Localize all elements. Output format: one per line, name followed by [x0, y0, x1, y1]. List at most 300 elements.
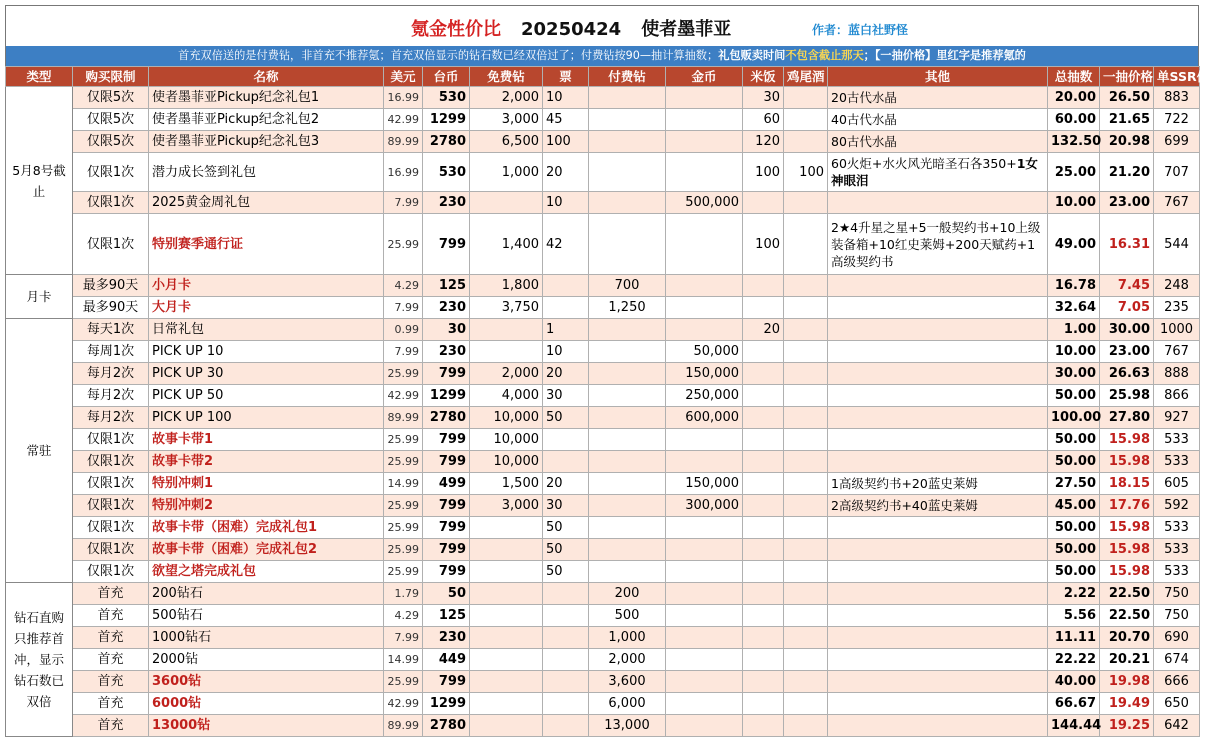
- spreadsheet: [5, 5, 1209, 737]
- name-cell: 小月卡: [149, 275, 384, 297]
- other-text: 2★4升星之星+5一般契约书+10上级装备箱+10红史莱姆+200天赋药+1高级契约书: [831, 219, 1041, 269]
- cocktail-cell: [784, 109, 828, 131]
- rice-cell: [743, 715, 784, 737]
- twd-cell: 30: [423, 319, 470, 341]
- gold-cell: [666, 275, 743, 297]
- table-row: [6, 407, 1200, 429]
- total-pulls-cell: 50.00: [1048, 517, 1100, 539]
- cocktail-cell: [784, 495, 828, 517]
- twd-cell: 449: [423, 649, 470, 671]
- free-diamond-cell: [470, 671, 543, 693]
- other-cell: [828, 407, 1048, 429]
- paid-diamond-cell: [589, 429, 666, 451]
- usd-cell: 42.99: [384, 385, 423, 407]
- ssr-price-cell: 642: [1154, 715, 1200, 737]
- total-pulls-cell: 40.00: [1048, 671, 1100, 693]
- cocktail-cell: [784, 131, 828, 153]
- price-per-pull-cell: 15.98: [1100, 517, 1154, 539]
- ssr-price-cell: 883: [1154, 87, 1200, 109]
- other-cell: [828, 451, 1048, 473]
- rice-cell: 100: [743, 214, 784, 275]
- limit-cell: 首充: [73, 715, 149, 737]
- paid-diamond-cell: [589, 473, 666, 495]
- cocktail-cell: 100: [784, 153, 828, 192]
- name-cell: 200钻石: [149, 583, 384, 605]
- category-cell: 钻石直购只推荐首冲，显示钻石数已双倍: [6, 583, 73, 737]
- paid-diamond-cell: [589, 319, 666, 341]
- gold-cell: [666, 297, 743, 319]
- twd-cell: 799: [423, 539, 470, 561]
- name-cell: 3600钻: [149, 671, 384, 693]
- ssr-price-cell: 533: [1154, 451, 1200, 473]
- ssr-price-cell: 722: [1154, 109, 1200, 131]
- gold-cell: [666, 131, 743, 153]
- price-per-pull-cell: 21.20: [1100, 153, 1154, 192]
- rice-cell: [743, 192, 784, 214]
- cocktail-cell: [784, 385, 828, 407]
- column-header-gold: 金币: [666, 67, 743, 87]
- ticket-cell: 1: [543, 319, 589, 341]
- cocktail-cell: [784, 192, 828, 214]
- price-per-pull-cell: 19.98: [1100, 671, 1154, 693]
- free-diamond-cell: [470, 583, 543, 605]
- limit-cell: 仅限1次: [73, 561, 149, 583]
- ticket-cell: 10: [543, 341, 589, 363]
- paid-diamond-cell: [589, 153, 666, 192]
- total-pulls-cell: 50.00: [1048, 539, 1100, 561]
- table-row: [6, 275, 1200, 297]
- twd-cell: 799: [423, 429, 470, 451]
- column-header-limit: 购买限制: [73, 67, 149, 87]
- cocktail-cell: [784, 605, 828, 627]
- other-cell: [828, 429, 1048, 451]
- free-diamond-cell: [470, 605, 543, 627]
- ssr-price-cell: 750: [1154, 583, 1200, 605]
- paid-diamond-cell: [589, 561, 666, 583]
- free-diamond-cell: 10,000: [470, 407, 543, 429]
- cocktail-cell: [784, 517, 828, 539]
- usd-cell: 25.99: [384, 517, 423, 539]
- cocktail-cell: [784, 715, 828, 737]
- twd-cell: 799: [423, 517, 470, 539]
- note-text-1: 首充双倍送的是付费钻，非首充不推荐氪；首充双倍显示的钻石数已经双倍过了；付费钻按90—抽计算抽数；: [178, 49, 719, 62]
- free-diamond-cell: [470, 341, 543, 363]
- title-character: 使者墨菲亚: [641, 19, 732, 40]
- cocktail-cell: [784, 407, 828, 429]
- name-cell: 故事卡带（困难）完成礼包2: [149, 539, 384, 561]
- paid-diamond-cell: [589, 385, 666, 407]
- usd-cell: 14.99: [384, 473, 423, 495]
- paid-diamond-cell: 500: [589, 605, 666, 627]
- ticket-cell: 42: [543, 214, 589, 275]
- twd-cell: 230: [423, 192, 470, 214]
- rice-cell: [743, 627, 784, 649]
- rice-cell: [743, 495, 784, 517]
- column-header-other: 其他: [828, 67, 1048, 87]
- ticket-cell: 50: [543, 539, 589, 561]
- gold-cell: [666, 214, 743, 275]
- table-row: [6, 131, 1200, 153]
- ticket-cell: 50: [543, 407, 589, 429]
- other-cell: [828, 341, 1048, 363]
- free-diamond-cell: 4,000: [470, 385, 543, 407]
- total-pulls-cell: 30.00: [1048, 363, 1100, 385]
- limit-cell: 仅限1次: [73, 539, 149, 561]
- usd-cell: 7.99: [384, 341, 423, 363]
- category-cell: 月卡: [6, 275, 73, 319]
- twd-cell: 2780: [423, 131, 470, 153]
- ssr-price-cell: 707: [1154, 153, 1200, 192]
- paid-diamond-cell: [589, 87, 666, 109]
- name-cell: 特别冲刺1: [149, 473, 384, 495]
- other-text: 2高级契约书+40蓝史莱姆: [831, 498, 978, 513]
- ticket-cell: [543, 649, 589, 671]
- paid-diamond-cell: [589, 407, 666, 429]
- price-per-pull-cell: 30.00: [1100, 319, 1154, 341]
- rice-cell: [743, 275, 784, 297]
- price-per-pull-cell: 15.98: [1100, 539, 1154, 561]
- usd-cell: 1.79: [384, 583, 423, 605]
- twd-cell: 799: [423, 671, 470, 693]
- other-highlight: 1女神眼泪: [831, 156, 1038, 188]
- table-row: [6, 385, 1200, 407]
- other-text: 20古代水晶: [831, 90, 897, 105]
- rice-cell: [743, 605, 784, 627]
- usd-cell: 7.99: [384, 297, 423, 319]
- table-row: [6, 153, 1200, 192]
- ssr-price-cell: 650: [1154, 693, 1200, 715]
- table-row: [6, 341, 1200, 363]
- name-cell: 使者墨菲亚Pickup纪念礼包3: [149, 131, 384, 153]
- usd-cell: 7.99: [384, 627, 423, 649]
- limit-cell: 首充: [73, 671, 149, 693]
- other-cell: [828, 495, 1048, 517]
- paid-diamond-cell: [589, 192, 666, 214]
- limit-cell: 每月2次: [73, 385, 149, 407]
- twd-cell: 230: [423, 297, 470, 319]
- free-diamond-cell: 1,800: [470, 275, 543, 297]
- usd-cell: 89.99: [384, 407, 423, 429]
- free-diamond-cell: 1,500: [470, 473, 543, 495]
- other-cell: [828, 539, 1048, 561]
- gold-cell: 500,000: [666, 192, 743, 214]
- ticket-cell: [543, 605, 589, 627]
- name-cell: PICK UP 30: [149, 363, 384, 385]
- ticket-cell: [543, 715, 589, 737]
- rice-cell: [743, 429, 784, 451]
- price-per-pull-cell: 7.05: [1100, 297, 1154, 319]
- total-pulls-cell: 50.00: [1048, 561, 1100, 583]
- gold-cell: [666, 451, 743, 473]
- table-row: [6, 605, 1200, 627]
- paid-diamond-cell: 200: [589, 583, 666, 605]
- gold-cell: [666, 87, 743, 109]
- total-pulls-cell: 50.00: [1048, 429, 1100, 451]
- rice-cell: 60: [743, 109, 784, 131]
- cocktail-cell: [784, 429, 828, 451]
- free-diamond-cell: 3,000: [470, 109, 543, 131]
- total-pulls-cell: 5.56: [1048, 605, 1100, 627]
- price-per-pull-cell: 19.49: [1100, 693, 1154, 715]
- ssr-price-cell: 533: [1154, 539, 1200, 561]
- table-row: [6, 319, 1200, 341]
- usd-cell: 25.99: [384, 429, 423, 451]
- free-diamond-cell: [470, 627, 543, 649]
- table-row: [6, 671, 1200, 693]
- usd-cell: 4.29: [384, 605, 423, 627]
- free-diamond-cell: 1,000: [470, 153, 543, 192]
- limit-cell: 仅限1次: [73, 495, 149, 517]
- total-pulls-cell: 25.00: [1048, 153, 1100, 192]
- cocktail-cell: [784, 341, 828, 363]
- price-per-pull-cell: 23.00: [1100, 341, 1154, 363]
- other-cell: [828, 87, 1048, 109]
- ssr-price-cell: 533: [1154, 429, 1200, 451]
- total-pulls-cell: 16.78: [1048, 275, 1100, 297]
- ssr-price-cell: 750: [1154, 605, 1200, 627]
- rice-cell: [743, 539, 784, 561]
- total-pulls-cell: 10.00: [1048, 192, 1100, 214]
- gold-cell: [666, 583, 743, 605]
- gold-cell: [666, 627, 743, 649]
- other-cell: [828, 605, 1048, 627]
- rice-cell: [743, 517, 784, 539]
- rice-cell: 20: [743, 319, 784, 341]
- price-per-pull-cell: 23.00: [1100, 192, 1154, 214]
- rice-cell: [743, 561, 784, 583]
- table-row: [6, 297, 1200, 319]
- name-cell: 欲望之塔完成礼包: [149, 561, 384, 583]
- paid-diamond-cell: [589, 517, 666, 539]
- price-per-pull-cell: 15.98: [1100, 451, 1154, 473]
- twd-cell: 1299: [423, 693, 470, 715]
- gold-cell: [666, 429, 743, 451]
- paid-diamond-cell: [589, 495, 666, 517]
- price-per-pull-cell: 16.31: [1100, 214, 1154, 275]
- column-header-twd: 台币: [423, 67, 470, 87]
- twd-cell: 530: [423, 87, 470, 109]
- cocktail-cell: [784, 649, 828, 671]
- table-row: [6, 495, 1200, 517]
- usd-cell: 25.99: [384, 561, 423, 583]
- gold-cell: 150,000: [666, 473, 743, 495]
- gold-cell: 150,000: [666, 363, 743, 385]
- price-per-pull-cell: 18.15: [1100, 473, 1154, 495]
- other-cell: [828, 153, 1048, 192]
- usd-cell: 4.29: [384, 275, 423, 297]
- ticket-cell: 20: [543, 473, 589, 495]
- rice-cell: 120: [743, 131, 784, 153]
- ticket-cell: 100: [543, 131, 589, 153]
- price-per-pull-cell: 19.25: [1100, 715, 1154, 737]
- limit-cell: 首充: [73, 649, 149, 671]
- gold-cell: 50,000: [666, 341, 743, 363]
- ticket-cell: [543, 627, 589, 649]
- paid-diamond-cell: [589, 109, 666, 131]
- name-cell: 6000钻: [149, 693, 384, 715]
- cocktail-cell: [784, 693, 828, 715]
- price-table: [5, 66, 1209, 737]
- page-title: [411, 15, 751, 41]
- usd-cell: 16.99: [384, 153, 423, 192]
- other-cell: [828, 671, 1048, 693]
- gold-cell: [666, 715, 743, 737]
- price-per-pull-cell: 20.21: [1100, 649, 1154, 671]
- table-row: [6, 539, 1200, 561]
- total-pulls-cell: 10.00: [1048, 341, 1100, 363]
- other-cell: [828, 275, 1048, 297]
- limit-cell: 仅限1次: [73, 451, 149, 473]
- twd-cell: 799: [423, 561, 470, 583]
- free-diamond-cell: 3,000: [470, 495, 543, 517]
- other-cell: [828, 561, 1048, 583]
- twd-cell: 2780: [423, 407, 470, 429]
- twd-cell: 230: [423, 341, 470, 363]
- cocktail-cell: [784, 583, 828, 605]
- limit-cell: 最多90天: [73, 275, 149, 297]
- twd-cell: 2780: [423, 715, 470, 737]
- twd-cell: 125: [423, 605, 470, 627]
- price-per-pull-cell: 25.98: [1100, 385, 1154, 407]
- twd-cell: 499: [423, 473, 470, 495]
- cocktail-cell: [784, 363, 828, 385]
- twd-cell: 530: [423, 153, 470, 192]
- gold-cell: 250,000: [666, 385, 743, 407]
- paid-diamond-cell: [589, 451, 666, 473]
- column-header-free-diamond: 免费钻: [470, 67, 543, 87]
- rice-cell: [743, 583, 784, 605]
- cocktail-cell: [784, 671, 828, 693]
- ssr-price-cell: 235: [1154, 297, 1200, 319]
- limit-cell: 最多90天: [73, 297, 149, 319]
- gold-cell: [666, 561, 743, 583]
- cocktail-cell: [784, 319, 828, 341]
- paid-diamond-cell: 2,000: [589, 649, 666, 671]
- table-row: [6, 693, 1200, 715]
- paid-diamond-cell: [589, 341, 666, 363]
- price-per-pull-cell: 22.50: [1100, 583, 1154, 605]
- ssr-price-cell: 544: [1154, 214, 1200, 275]
- table-row: [6, 87, 1200, 109]
- free-diamond-cell: 2,000: [470, 363, 543, 385]
- column-header-paid-diamond: 付费钻: [589, 67, 666, 87]
- limit-cell: 仅限1次: [73, 192, 149, 214]
- name-cell: 13000钻: [149, 715, 384, 737]
- total-pulls-cell: 11.11: [1048, 627, 1100, 649]
- ssr-price-cell: 767: [1154, 192, 1200, 214]
- free-diamond-cell: [470, 561, 543, 583]
- paid-diamond-cell: [589, 539, 666, 561]
- total-pulls-cell: 50.00: [1048, 451, 1100, 473]
- name-cell: 故事卡带1: [149, 429, 384, 451]
- cocktail-cell: [784, 214, 828, 275]
- limit-cell: 每周1次: [73, 341, 149, 363]
- other-cell: [828, 649, 1048, 671]
- twd-cell: 799: [423, 363, 470, 385]
- total-pulls-cell: 50.00: [1048, 385, 1100, 407]
- rice-cell: [743, 451, 784, 473]
- ssr-price-cell: 888: [1154, 363, 1200, 385]
- column-header-ssr-price: 单SSR价: [1154, 67, 1200, 87]
- free-diamond-cell: [470, 192, 543, 214]
- other-text: 60火炬+水火风光暗圣石各350+: [831, 156, 1017, 171]
- column-header-ticket: 票: [543, 67, 589, 87]
- ssr-price-cell: 592: [1154, 495, 1200, 517]
- rice-cell: [743, 341, 784, 363]
- gold-cell: [666, 153, 743, 192]
- rice-cell: [743, 385, 784, 407]
- paid-diamond-cell: 6,000: [589, 693, 666, 715]
- name-cell: 故事卡带（困难）完成礼包1: [149, 517, 384, 539]
- usd-cell: 25.99: [384, 495, 423, 517]
- free-diamond-cell: 6,500: [470, 131, 543, 153]
- gold-cell: [666, 517, 743, 539]
- gold-cell: [666, 319, 743, 341]
- table-row: [6, 473, 1200, 495]
- table-row: [6, 715, 1200, 737]
- rice-cell: [743, 649, 784, 671]
- table-row: [6, 517, 1200, 539]
- column-header-cocktail: 鸡尾酒: [784, 67, 828, 87]
- usd-cell: 16.99: [384, 87, 423, 109]
- table-row: [6, 192, 1200, 214]
- name-cell: 2025黄金周礼包: [149, 192, 384, 214]
- table-row: [6, 429, 1200, 451]
- name-cell: PICK UP 50: [149, 385, 384, 407]
- limit-cell: 仅限1次: [73, 429, 149, 451]
- paid-diamond-cell: 700: [589, 275, 666, 297]
- free-diamond-cell: [470, 319, 543, 341]
- note-text-2: 礼包贩卖时间: [718, 49, 786, 62]
- column-header-total-pulls: 总抽数: [1048, 67, 1100, 87]
- column-header-type: 类型: [6, 67, 73, 87]
- title-date: 20250424: [521, 19, 622, 40]
- ssr-price-cell: 605: [1154, 473, 1200, 495]
- other-cell: [828, 473, 1048, 495]
- ssr-price-cell: 927: [1154, 407, 1200, 429]
- ticket-cell: [543, 583, 589, 605]
- usd-cell: 25.99: [384, 539, 423, 561]
- other-text: 80古代水晶: [831, 134, 897, 149]
- column-header-name: 名称: [149, 67, 384, 87]
- name-cell: PICK UP 10: [149, 341, 384, 363]
- other-cell: [828, 363, 1048, 385]
- total-pulls-cell: 22.22: [1048, 649, 1100, 671]
- limit-cell: 仅限1次: [73, 517, 149, 539]
- ticket-cell: [543, 275, 589, 297]
- free-diamond-cell: [470, 715, 543, 737]
- ssr-price-cell: 533: [1154, 561, 1200, 583]
- other-cell: [828, 715, 1048, 737]
- ticket-cell: [543, 693, 589, 715]
- price-per-pull-cell: 7.45: [1100, 275, 1154, 297]
- ticket-cell: 50: [543, 517, 589, 539]
- limit-cell: 仅限5次: [73, 109, 149, 131]
- header-row: [6, 67, 1200, 87]
- gold-cell: [666, 539, 743, 561]
- table-row: [6, 214, 1200, 275]
- cocktail-cell: [784, 539, 828, 561]
- other-cell: [828, 693, 1048, 715]
- other-cell: [828, 192, 1048, 214]
- ssr-price-cell: 248: [1154, 275, 1200, 297]
- title-label: 氪金性价比: [411, 19, 501, 40]
- total-pulls-cell: 20.00: [1048, 87, 1100, 109]
- table-row: [6, 451, 1200, 473]
- gold-cell: 600,000: [666, 407, 743, 429]
- total-pulls-cell: 60.00: [1048, 109, 1100, 131]
- ticket-cell: 20: [543, 153, 589, 192]
